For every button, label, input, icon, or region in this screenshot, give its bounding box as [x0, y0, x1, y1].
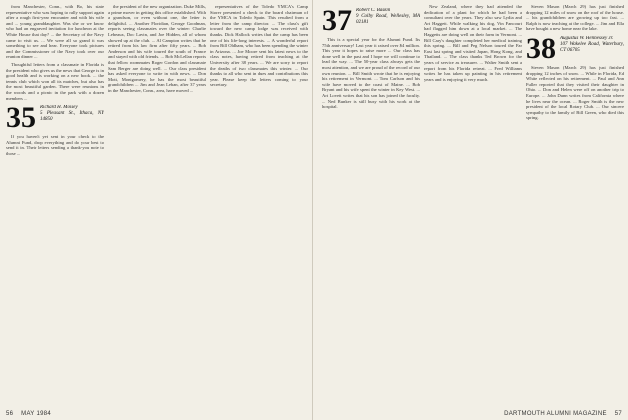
column-text: Steven Mason (March 29) has just finished dropping 12 miles of snow on the roof of the house. ... his grandchildren are growing up too fast. ... Ralph is now teaching at the college. ... Jim and Ella have bought a new home near the lake.: [526, 4, 624, 32]
left-page: [0, 0, 313, 420]
issue-date: MAY 1984: [21, 411, 52, 417]
left-column-1: [6, 4, 104, 404]
page-number: 57: [614, 411, 622, 417]
class-header-37: [322, 8, 420, 34]
class-number: 35: [6, 105, 36, 132]
column-text: the president of the new organization. Duke Mills, a prime mover in getting this office established. With a grandson, or even without one, the letter is delightful. ... Another Floridian, George Goodman, reports seeing classmates over the winter: Charlie Lebeaux, Doc Lavin, and Joe Hidden, all of whom showed up at the club. ... Al Campion writes that he retired from his law firm after fifty years. ... Bob Anderson and his wife toured the south of France and stayed with old friends. ... Bob McLellan reports that fellow roommates Roger Gordon and classmate Sam Berger are doing well. ... Our class president has asked everyone to write in with news. ... Don Mott, Montgomery, he has the most beautiful grandchildren ... Jim and Jean Leban, after 37 years in the Manchester, Conn., area, have moved ...: [108, 4, 206, 93]
right-footer: [504, 411, 622, 417]
left-column-3: [210, 4, 308, 404]
class-secretary-name: Richard H. Moisey: [40, 105, 78, 111]
column-text: Thoughtful letters from a classmate in Florida is the president who gives us the news that George is in good health and is working on a new book. ... the tennis club which won all its matches, but also has the most beautiful garden. There were reunions in the woods and a picnic in the park with a dozen members ...: [6, 61, 104, 101]
right-column-2: [424, 4, 522, 404]
right-column-3: [526, 4, 624, 404]
class-header-35: [6, 105, 104, 131]
left-column-2: [108, 4, 206, 404]
right-page: [316, 0, 628, 420]
page-number: 56: [6, 411, 14, 417]
column-text: representatives of the Toledo YMCA's Camp Storer presented a check to the board chairman of the YMCA in Toledo Spain. This resulted from a letter from the camp director. ... The class's gift toward the new camp lodge was received with thanks. Dick Hallock writes that the camp has been one of his life-long interests. ... A wonderful report from Bill Oldham, who has been spending the winter in Arizona. ... Joe Moore sent his latest news to the class notes, having retired from teaching at the University after 38 years. ... We are sorry to report the deaths of two classmates this winter. ... Our thanks to all who sent in dues and contributions this year. Please keep the letters coming to your secretary.: [210, 4, 308, 88]
class-number: 37: [322, 8, 352, 34]
column-text: If you haven't yet sent in your check to the Alumni Fund, drop everything and do your best to send it in. Their letters sending a thank-you note to those ...: [6, 134, 104, 156]
column-text: Steven Mason (March 29) has just finished dropping 12 inches of snow. ... While in Florida, Ed White reflected on his retirement. ... Paul and Ann Fuller reported that they visited their daughter in Ohio. ... Don and Helen were off on another trip to Europe. ... John Dunn writes from California where he lives near the ocean. ... Roger Smith is the new president of the local Rotary Club. ... Our sincere sympathy to the family of Bill Green, who died this spring.: [526, 64, 624, 121]
column-text: from Manchester, Conn., with Bo, his state representative who was hoping to rally support again after a rough first-year encounter and with his wife and ... young granddaughter. Was she or we know who had an engraved invitation for luncheon at the White House that day? ... the Secretary of the Navy came to visit us. ... We were all so grand it was something to see and hear. Everyone took pictures and the Commissioner of the Navy took over our reunion dinner ...: [6, 4, 104, 60]
class-secretary-address: 9 Colby Road, Wellesley, MA 02181: [356, 14, 420, 25]
class-number: 38: [526, 35, 556, 62]
class-secretary-address: 5 Pleasant St., Ithaca, NY 14850: [40, 111, 104, 123]
column-text: This is a special year for the Alumni Fund. Its 75th anniversary! Last year it raised over $4 million. This year it hopes to raise more ... Our class has done well in the past and I hope we will continue to lead the way. ... The 50-year class always gets the most attention, and we are proud of the record of our own reunion. ... Bill Smith wrote that he is enjoying his retirement in Vermont. ... Tom Carlson and his wife have moved to the coast of Maine. ... Bob Bryant and his wife spent the winter in Key West. ... Art Lovett writes that his son has joined the faculty. ... Ned Bunker is still busy with his work at the hospital.: [322, 37, 420, 110]
class-header-38: [526, 36, 624, 62]
left-footer: [6, 411, 51, 417]
class-secretary-name: Augustus W. Hennessey Jr.: [560, 35, 614, 41]
class-secretary-name: Robert C. Baskin: [356, 8, 391, 13]
magazine-name: DARTMOUTH ALUMNI MAGAZINE: [504, 411, 607, 417]
right-column-1: [322, 4, 420, 404]
class-secretary-address: 107 Wakelee Road, Waterbury, CT 06705: [560, 41, 624, 53]
column-text: New Zealand, where they had attended the dedication of a plant for which he had been a consultant over the years. They also saw Lydia and Art Haggett. While walking his dog, Vin Fancourt had flagged him down at a local market. ... The Haggetts are doing well on their farm in Vermont. ... Bill Cary's daughter completed her medical training this spring. ... Bill and Peg Nelson toured the Far East last spring and visited Japan, Hong Kong, and Thailand. ... The class thanks Ted Brown for the years of service as treasurer. ... Walter Smith sent a report from his Florida retreat. ... Fred Williams writes he has taken up painting in his retirement years and is enjoying it very much.: [424, 4, 522, 82]
